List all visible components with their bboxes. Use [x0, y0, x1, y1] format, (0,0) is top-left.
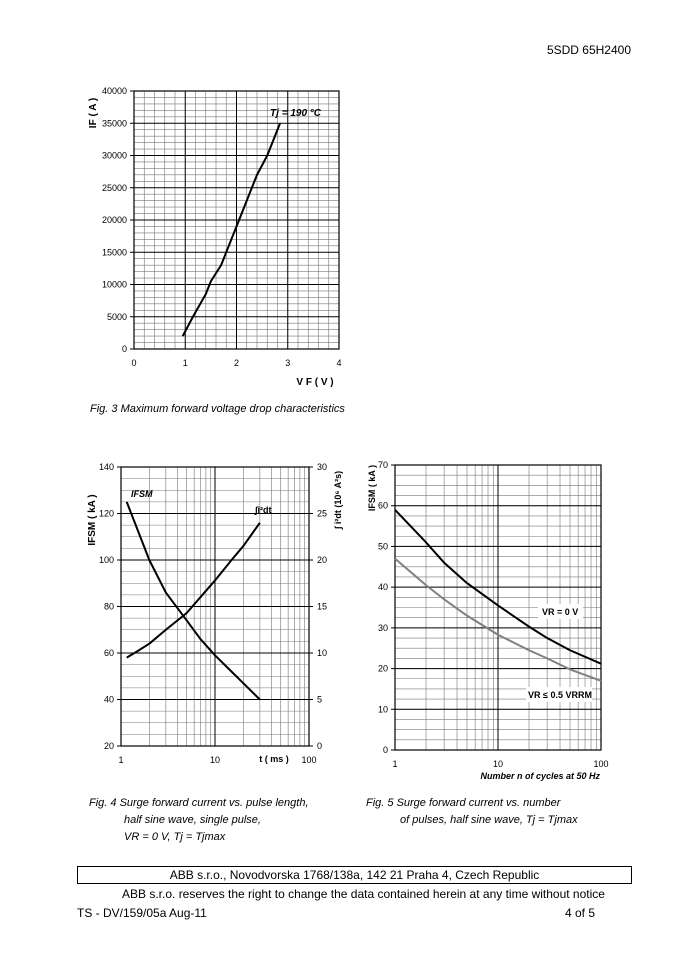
x-axis-title: t ( ms ): [259, 754, 289, 764]
y-tick-label: 60: [377, 500, 388, 511]
x-axis-title: Number n of cycles at 50 Hz: [480, 771, 600, 781]
y-tick-label: 40: [377, 582, 388, 593]
x-tick-label: 100: [593, 759, 609, 769]
fig4-caption-line1: Fig. 4 Surge forward current vs. pulse length,: [89, 797, 309, 809]
y-tick-label: 10: [377, 704, 388, 715]
y-tick-label: 100: [98, 555, 114, 565]
document-reference: TS - DV/159/05a Aug-11: [77, 906, 207, 920]
y-tick-label: 40: [103, 694, 114, 705]
company-address: ABB s.r.o., Novodvorska 1768/138a, 142 21 Praha 4, Czech Republic: [77, 866, 632, 884]
y-tick-label: 20: [377, 663, 388, 674]
x-tick-label: 1: [182, 358, 188, 368]
x-tick-label: 2: [233, 358, 240, 368]
series-label: VR = 0 V: [542, 607, 579, 617]
y-right-tick-label: 20: [317, 555, 328, 565]
y-tick-label: 0: [121, 344, 127, 354]
x-tick-label: 10: [209, 755, 221, 765]
series-label: ∫i²dt: [255, 505, 272, 515]
y-tick-label: 20000: [101, 215, 127, 225]
y-tick-label: 20: [103, 741, 114, 751]
y-right-tick-label: 5: [317, 694, 323, 705]
y-tick-label: 140: [98, 462, 114, 472]
series-line-1: [127, 523, 260, 658]
disclaimer: ABB s.r.o. reserves the right to change the data contained herein at any time without notice: [122, 887, 605, 901]
x-tick-label: 3: [285, 358, 291, 368]
y-tick-label: 5000: [106, 311, 127, 322]
y-axis-title: IF ( A ): [88, 97, 99, 129]
y-right-tick-label: 10: [317, 648, 328, 658]
x-tick-label: 10: [492, 759, 504, 769]
y-tick-label: 30000: [101, 150, 127, 161]
y-axis-title: IFSM ( kA ): [87, 494, 98, 546]
document-id: 5SDD 65H2400: [546, 43, 631, 57]
x-tick-label: 100: [301, 755, 317, 765]
y-right-tick-label: 30: [317, 462, 328, 472]
y-tick-label: 30: [377, 622, 388, 633]
y-tick-label: 10000: [101, 279, 127, 290]
series-label: VR ≤ 0.5 VRRM: [528, 690, 592, 700]
y-tick-label: 15000: [101, 247, 127, 258]
series-line-0: [127, 502, 260, 700]
y-right-axis-title: ∫ i²dt (10⁶ A²s): [333, 470, 343, 530]
page-number: 4 of 5: [565, 906, 596, 920]
y-tick-label: 120: [98, 508, 114, 519]
y-right-tick-label: 25: [317, 508, 328, 519]
x-tick-label: 0: [131, 358, 137, 368]
fig5-caption-line2: of pulses, half sine wave, Tj = Tjmax: [400, 814, 578, 826]
y-tick-label: 80: [103, 601, 114, 612]
y-tick-label: 40000: [101, 86, 127, 96]
y-axis-title: IFSM ( kA ): [367, 464, 377, 512]
y-tick-label: 25000: [101, 182, 127, 193]
y-right-tick-label: 0: [317, 741, 323, 751]
x-axis-title: V F ( V ): [296, 377, 334, 388]
fig3-caption: Fig. 3 Maximum forward voltage drop characteristics: [90, 403, 345, 415]
y-tick-label: 60: [103, 648, 114, 658]
fig4-caption-line3: VR = 0 V, Tj = Tjmax: [124, 831, 226, 843]
series-label: IFSM: [131, 489, 153, 499]
x-tick-label: 4: [336, 358, 342, 368]
y-tick-label: 0: [382, 745, 388, 755]
annotation-label: Tj = 190 °C: [270, 108, 321, 119]
y-tick-label: 50: [377, 541, 388, 552]
x-tick-label: 1: [392, 759, 398, 769]
fig4-caption-line2: half sine wave, single pulse,: [124, 814, 261, 826]
y-right-tick-label: 15: [317, 601, 328, 612]
y-tick-label: 35000: [101, 118, 127, 129]
fig5-caption-line1: Fig. 5 Surge forward current vs. number: [366, 797, 561, 809]
y-tick-label: 70: [377, 460, 388, 470]
x-tick-label: 1: [118, 755, 124, 765]
